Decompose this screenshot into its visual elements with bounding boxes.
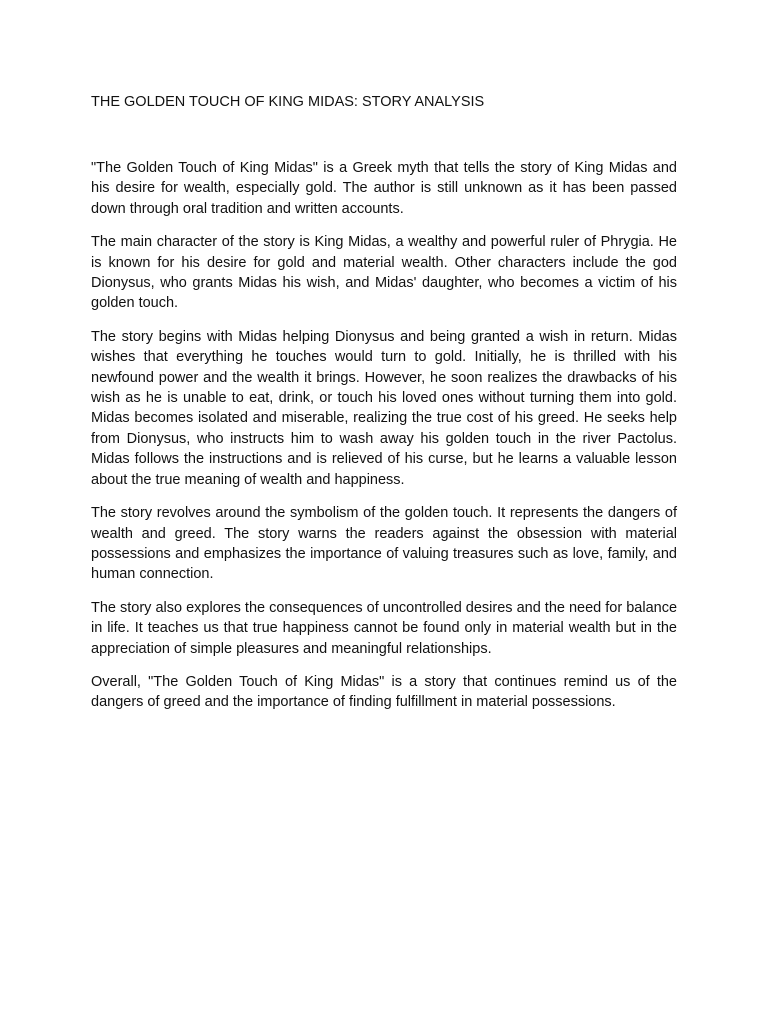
paragraph-conclusion: Overall, "The Golden Touch of King Midas" is a story that continues remind us of the dangers of greed and the importance of finding fulfillment in material possessions.	[91, 673, 677, 711]
paragraph-characters: The main character of the story is King Midas, a wealthy and powerful ruler of Phrygia. He is known for his desire for gold and material wealth. Other characters include the god Dionysus, who grants Midas his wish, and Midas' daughter, who becomes a victim of his golden touch.	[91, 234, 677, 312]
paragraph-introduction: "The Golden Touch of King Midas" is a Greek myth that tells the story of King Midas and his desire for wealth, especially gold. The author is still unknown as it has been passed down through oral tradition and written accounts.	[91, 160, 677, 217]
paragraph-plot: The story begins with Midas helping Dionysus and being granted a wish in return. Midas wishes that everything he touches would turn to gold. Initially, he is thrilled with his newfound power and the wealth it brings. However, he soon realizes the drawbacks of his wish as he is unable to eat, drink, or touch his loved ones without turning them into gold. Midas becomes isolated and miserable, realizing the true cost of his greed. He seeks help from Dionysus, who instructs him to wash away his golden touch in the river Pactolus. Midas follows the instructions and is relieved of his curse, but he learns a valuable lesson about the true meaning of wealth and happiness.	[91, 328, 677, 488]
paragraph-themes: The story also explores the consequences of uncontrolled desires and the need for balance in life. It teaches us that true happiness cannot be found only in material wealth but in the appreciation of simple pleasures and meaningful relationships.	[91, 599, 678, 657]
document-body	[91, 158, 677, 726]
paragraph-symbolism: The story revolves around the symbolism of the golden touch. It represents the dangers of wealth and greed. The story warns the readers against the obsession with material possessions and emphasizes the importance of valuing treasures such as love, family, and human connection.	[91, 505, 677, 583]
document-title: THE GOLDEN TOUCH OF KING MIDAS: STORY ANALYSIS	[91, 94, 485, 110]
